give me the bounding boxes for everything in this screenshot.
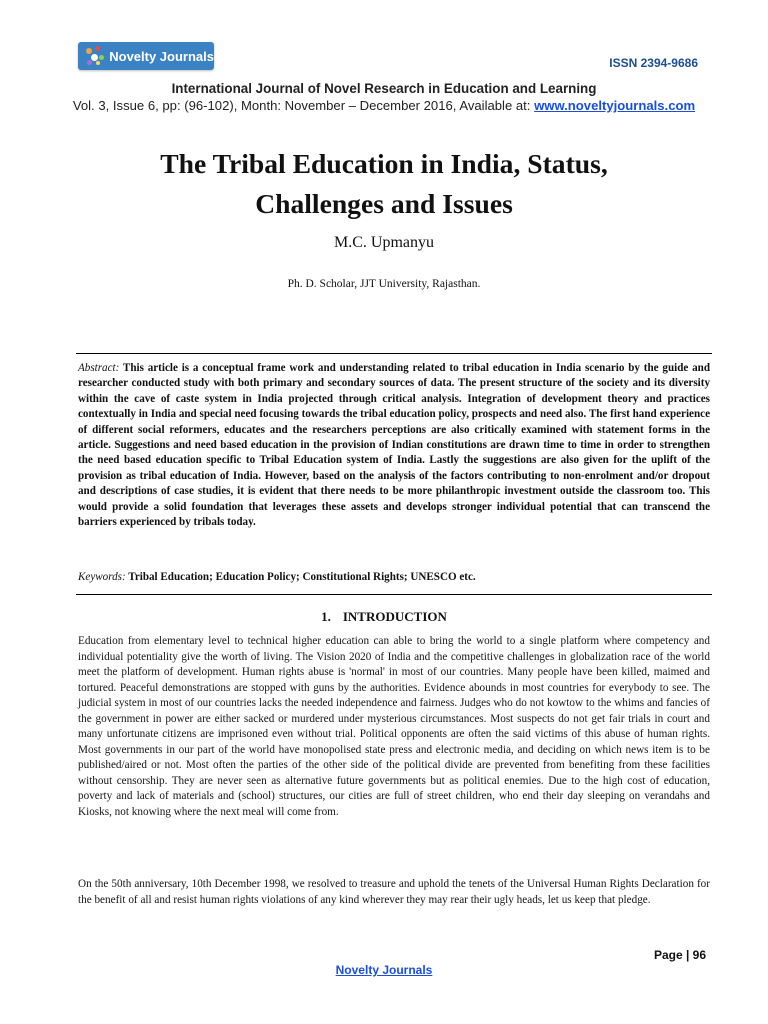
- logo-text: Novelty Journals: [109, 48, 214, 64]
- page-number: Page | 96: [653, 948, 706, 962]
- molecule-icon: [84, 45, 104, 67]
- publisher-footer-link[interactable]: Novelty Journals: [335, 963, 433, 977]
- journal-meta-text: Vol. 3, Issue 6, pp: (96-102), Month: November – December 2016, Available at:: [72, 98, 535, 113]
- author-name: M.C. Upmanyu: [334, 234, 434, 251]
- footer: [0, 963, 768, 977]
- section-title: INTRODUCTION: [342, 609, 447, 624]
- journal-name: International Journal of Novel Research in Education and Learning: [171, 81, 597, 96]
- section-heading: [0, 609, 768, 625]
- keywords: [78, 571, 710, 583]
- abstract: [78, 361, 710, 530]
- abstract-label: Abstract:: [78, 362, 120, 374]
- paper-title-line-1: The Tribal Education in India, Status,: [160, 148, 608, 179]
- keywords-label: Keywords:: [78, 571, 126, 583]
- issn-label: ISSN 2394-9686: [609, 56, 698, 70]
- body-paragraph: Education from elementary level to technical higher education can able to bring the world to a single platform where competency and individual potentiality give the worth of living. The Vision 2020 of India and the competitive challenges in globalization race of the world meet the platform of development. Human rights abuse is 'normal' in most of our countries. Many people have been killed, maimed and tortured. Peaceful demonstrations are stopped with guns by the authorities. Evidence abounds in most countries for everybody to see. The judicial system in most of our countries lacks the needed independence and fairness. Judges who do not kowtow to the whims and fancies of the government in power are either sacked or murdered under mysterious circumstances. Most suspects do not get fair trials in court and many unfortunate citizens are imprisoned even without trial. Political opponents are often the said victims of this abuse of human rights. Most governments in our part of the world have monopolised state press and electronic media, and deciding on which news item is to be published/aired or not. Most often the parties of the other side of the political divide are prevented from benefiting from these facilities without censorship. They are never seen as alternative future governments but as political enemies. Due to the high cost of education, poverty and lack of materials and (school) structures, our cities are full of street children, who end their day sleeping on verandahs and Kiosks, not knowing where the next meal will come from.: [78, 635, 710, 819]
- paper-title-line-2: Challenges and Issues: [255, 188, 513, 219]
- keywords-text: Tribal Education; Education Policy; Constitutional Rights; UNESCO etc.: [128, 571, 476, 583]
- paper-title: [0, 144, 768, 224]
- journal-url-link[interactable]: www.noveltyjournals.com: [534, 98, 696, 113]
- body-paragraph: On the 50th anniversary, 10th December 1998, we resolved to treasure and uphold the tenets of the Universal Human Rights Declaration for the benefit of all and resist human rights violations of any kind wherever they may rear their ugly heads, let us keep that pledge.: [78, 878, 710, 906]
- abstract-top-rule: [76, 353, 712, 354]
- abstract-text: This article is a conceptual frame work and understanding related to tribal education in India scenario by the guide and researcher conducted study with both primary and secondary sources of data. The present structure of the society and its diversity within the cave of caste system in India projected through critical analysis. Integration of development theory and practices contextually in India and special need focusing towards the tribal education policy, prospects and need also. The first hand experience of different social reformers, educates and the researchers perceptions are also critically examined with statement forms in the article. Suggestions and need based education in the provision of Indian constitutions are drawn time to time in order to strengthen the need based education specific to Tribal Education system of India. Lastly the suggestions are also given for the uplift of the provision as tribal education of India. However, based on the analysis of the factors contributing to non-enrolment and/or dropout and descriptions of case studies, it is evident that there needs to be more philanthropic investment outside the classroom too. This would provide a solid foundation that leverages these assets and develops stronger individual potential that can transcend the barriers experienced by tribals today.: [78, 362, 710, 529]
- journal-meta: [0, 98, 768, 113]
- section-number: 1.: [321, 609, 331, 624]
- publisher-logo[interactable]: [78, 42, 214, 70]
- author-affiliation: Ph. D. Scholar, JJT University, Rajasthan.: [287, 278, 481, 290]
- abstract-bottom-rule: [76, 594, 712, 595]
